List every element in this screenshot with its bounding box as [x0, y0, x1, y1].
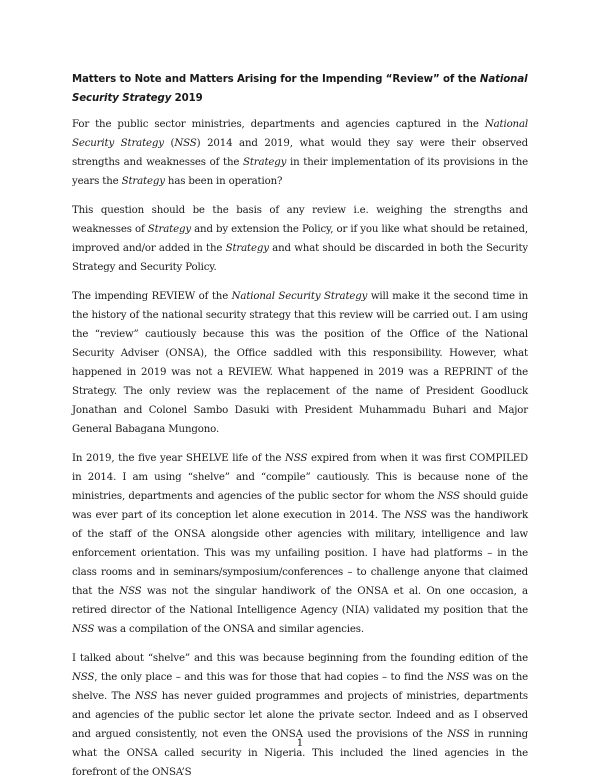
paragraph-1: For the public sector ministries, departments and agencies captured in the National Security Strategy (NSS) 2014 and 2019, what would they say were their observed strengths and weaknesses of the Strategy in their implementation of its provisions in the years the Strategy has been in operation? [72, 119, 528, 187]
paragraph-5: I talked about “shelve” and this was because beginning from the founding edition of the NSS, the only place – and this was for those that had copies – to find the NSS was on the shelve. The NSS has never guided programmes and projects of ministries, departments and agencies of the public sector let alone the private sector. Indeed and as I observed and argued consistently, not even the ONSA used the provisions of the NSS in running what the ONSA called security in Nigeria. This included the lined agencies in the forefront of the ONSA’S [72, 653, 529, 778]
paragraph-4: In 2019, the five year SHELVE life of the NSS expired from when it was first COMPILED in 2014. I am using “shelve” and “compile” cautiously. This is because none of the ministries, departments and agencies of the public sector for whom the NSS should guide was ever part of its conception let alone execution in 2014. The NSS was the handiwork of the staff of the ONSA alongside other agencies with military, intelligence and law enforcement orientation. This was my unfailing position. I have had platforms – in the class rooms and in seminars/symposium/conferences – to challenge anyone that claimed that the NSS was not the singular handiwork of the ONSA et al. On one occasion, a retired director of the National Intelligence Agency (NIA) validated my position that the NSS was a compilation of the ONSA and similar agencies. [72, 453, 529, 635]
document-title [72, 70, 528, 108]
paragraph-2: This question should be the basis of any review i.e. weighing the strengths and weaknesses of Strategy and by extension the Policy, or if you like what should be retained, improved and/or added in the Strategy and what should be discarded in both the Security Strategy and Security Policy. [72, 205, 528, 273]
title-text: Matters to Note and Matters Arising for the Impending “Review” of the [72, 74, 480, 85]
paragraph-3: The impending REVIEW of the National Security Strategy will make it the second time in the history of the national security strategy that this review will be carried out. I am using the “review” cautiously because this was the position of the Office of the National Security Adviser (ONSA), the Office saddled with this responsibility. However, what happened in 2019 was not a REVIEW. What happened in 2019 was a REPRINT of the Strategy. The only review was the replacement of the name of President Goodluck Jonathan and Colonel Sambo Dasuki with President Muhammadu Buhari and Major General Babagana Mungono. [72, 291, 528, 435]
page-number: 1 [296, 737, 304, 749]
title-year: 2019 [171, 93, 203, 104]
title-italic-text: National Security Strategy [72, 74, 528, 104]
